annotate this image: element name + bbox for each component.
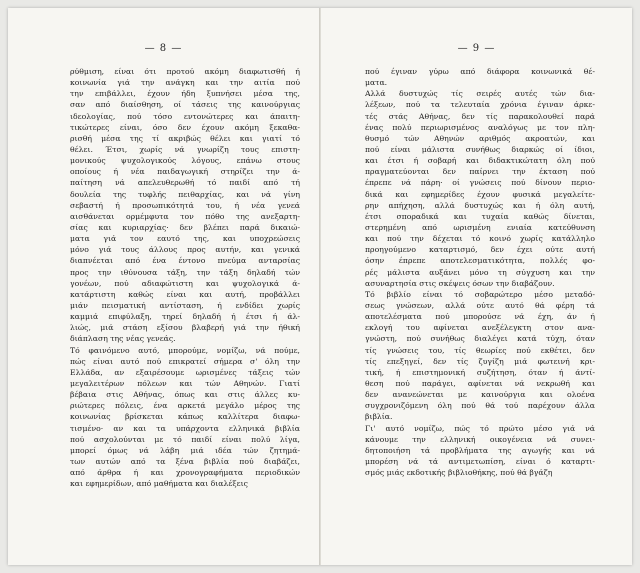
text-line: τίς γνώσεις του, τίς θεωρίες πού εκθέτει, δεν xyxy=(365,345,595,355)
text-line: ριώτερες πόλεις, ένα αρκετά μεγάλο μέρος της xyxy=(70,401,300,411)
page-number: — 8 — xyxy=(144,43,183,54)
text-line: δουλεία της τυφλής πειθαρχίας, και νά γίνη xyxy=(70,189,300,199)
text-line: και πού την δέχεται τό κοινό χωρίς κατάλληλο xyxy=(365,234,595,244)
text-line: τικώτερες είναι, όσο δεν έχουν ακόμη ξεκαθα- xyxy=(70,122,300,132)
text-line: δικά και εφημερίδες έχουν φυσικά μεγαλείτε- xyxy=(365,189,595,199)
text-line: ιδεολογίας, πού τόσο εντονώτερες και άπαιτη- xyxy=(70,111,300,121)
text-line: έπρεπε νά πάρη· οί γνώσεις πού δίνουν περιο- xyxy=(365,178,595,188)
text-line: και έτσι ή σοβαρή και διδακτικώτατη όλη πού xyxy=(365,156,595,166)
text-line: ρην απήχηση, αλλά δυστυχώς και ή όλη αυτή, xyxy=(365,200,595,210)
text-line: μπορεί όμως νά λάβη μιά ιδέα τών ζητημά- xyxy=(70,445,300,455)
book-spread xyxy=(8,8,632,565)
text-line: λέξεων, πού τα τελευταία χρόνια έγιναν άρκε- xyxy=(365,100,595,110)
text-line: τισμένο· αν και τα υπάρχοντα ελληνικά βιβλία xyxy=(70,423,300,433)
right-page xyxy=(320,8,632,565)
text-line: παίτηση νά απελευθερωθή τό παιδί από τή xyxy=(70,178,300,188)
text-line: μεγαλειτέρων πόλεων και τών Αθηνών. Γιατί xyxy=(70,378,300,388)
text-line: τίς επεξηγεί, δεν τίς ζυγίζη μιά φωτεινή κρι- xyxy=(365,356,595,366)
text-line: δητοποιήση τά προβλήματα της αγωγής και νά xyxy=(365,445,595,455)
text-line: ρύθμιση, είναι ότι προτού ακόμη διαφωτισθή ή xyxy=(70,67,300,76)
text-line: κατάρτιστη καθώς είναι και αυτή, προβάλλει xyxy=(70,289,300,299)
text-line: διάπλαση της νέας γενεάς. xyxy=(70,334,176,344)
text-line: πού είναι μάλιστα συνήθως διαρκώς οί ίδιοι, xyxy=(365,144,595,154)
text-line: προηγούμενο καταρτισμό, δεν έχει ούτε αυτή xyxy=(365,245,595,255)
text-line: σμός μιάς εκδοτικής βιβλιοθήκης, πού θά βγάζη xyxy=(365,468,553,478)
text-line: ρές μάλιστα αυξάνει μόνο τη σύγχυση και την xyxy=(365,267,595,277)
text-line: βιβλία. xyxy=(365,412,393,422)
text-line: γνώστη, πού συνήθως διαλέγει κατά τύχη, όταν xyxy=(365,334,595,344)
text-line: ασυναρτησία στις σκέψεις όσων την διαβάζουν. xyxy=(365,278,555,288)
text-line: έτσι σποραδικά και τυχαία καθώς δίνεται, xyxy=(365,211,595,221)
text-line: προς την ιθύνουσα τάξη, την τάξη δηλαδή τών xyxy=(70,267,300,277)
text-line: ματα γιά τον εαυτό της, και υποχρεώσεις xyxy=(70,234,300,244)
text-line: τές στάς Αθήνας, δεν τίς παρακολουθεί παρά xyxy=(365,111,595,121)
text-line: πραγματεύονται δεν παίρνει την έκταση πού xyxy=(365,167,595,177)
text-line: ματα. xyxy=(365,78,388,88)
text-line: κοινωνίας βρίσκεται κάπως καλλίτερα διαφω- xyxy=(70,412,300,422)
text-line: Τό φαινόμενο αυτό, μπορούμε, νομίζω, νά πούμε, xyxy=(70,345,300,355)
text-line: μιάν πεισματική αντίσταση, ή ενδίδει χωρίς xyxy=(70,300,300,310)
text-line: σεως γνώσεων, αλλά ούτε αυτό θά φέρη τά xyxy=(365,300,595,310)
text-line: δεν ανανεώνεται με καινούργια και ολοένα xyxy=(365,390,595,400)
text-line: καμμιά επιφύλαξη, τηρεί δηλαδή ή έτσι ή άλ- xyxy=(70,312,300,322)
text-line: μόνο γιά τους άλλους προς αυτήν, και γενικά xyxy=(70,245,300,255)
page-body-text xyxy=(70,66,300,489)
text-line: μονικούς ψυχολογικούς λόγους, επάνω στους xyxy=(70,156,300,166)
text-line: των αυτών από τα ξένα βιβλία πού διαβάζει, xyxy=(70,456,300,466)
text-line: από άρθρα ή και χρονογραφήματα περιοδικών xyxy=(70,468,300,478)
text-line: μπορέση νά τά αντιμετωπίση, είναι ό καταρτι- xyxy=(365,456,595,466)
page-number: — 9 — xyxy=(457,43,496,54)
text-line: θυσμό τών Αθηνών αριθμός ακροατών, και xyxy=(365,133,595,143)
text-line: Αλλά δυστυχώς τίς σειρές αυτές τών δια- xyxy=(365,89,595,99)
text-line: σίας και κυριαρχίας· δεν βλέπει παρά δικαιώ- xyxy=(70,222,300,232)
text-line: σαν από διαίσθηση, οί τάσεις της καινούργιας xyxy=(70,100,300,110)
page-body-text xyxy=(365,66,595,478)
left-page xyxy=(8,8,320,565)
text-line: σεβαστή ή προσωπικότητά του, ή νέα γενεά xyxy=(70,200,300,210)
text-line: ένας πολύ περιωρισμένος αναλόγως με τον πλη- xyxy=(365,122,595,132)
text-line: πώς είναι αυτό πού επικρατεί σήμερα σ' όλη την xyxy=(70,356,300,366)
text-line: διαπνέεται από ένα έντονο πνεύμα ανταρσίας xyxy=(70,256,300,266)
text-line: λιώς, μιά στάση εξίσου βλαβερή γιά την ήθική xyxy=(70,323,300,333)
text-line: οποίους ή νέα παιδαγωγική στηρίζει την ά- xyxy=(70,167,300,177)
text-line: βέβαια στις Αθήνας, όπως και στις άλλες κυ- xyxy=(70,390,300,400)
text-line: αποτελέσματα πού μπορούσε νά έχη, άν ή xyxy=(365,312,595,322)
text-line: κάνουμε την ελληνική οικογένεια νά συνει- xyxy=(365,434,595,444)
text-line: γονέων, πού αδιαφώτιστη και ψυχολογικά ά- xyxy=(70,278,300,288)
text-line: πού ασχολούνται με τό παιδί είναι πολύ λίγα, xyxy=(70,434,300,444)
text-line: την επιβάλλει, έχουν ήδη ξυπνήσει μέσα της, xyxy=(70,89,300,99)
text-line: πού έγιναν γύρω από διάφορα κοινωνικά θέ- xyxy=(365,67,595,76)
text-line: τική, ή επιστημονική συζήτηση, όταν ή άντί- xyxy=(365,367,595,377)
text-line: στερημένη από ωρισμένη ενιαία κατεύθυνση xyxy=(365,222,595,232)
text-line: ρισθή μέσα της τί ακριβώς θέλει και γιατί τό xyxy=(70,133,300,143)
text-line: θέλει. Έτσι, χωρίς νά γνωρίζη τους επιστη- xyxy=(70,144,300,154)
text-line: κοινωνία γιά την ανάγκη και την αιτία πού xyxy=(70,78,300,88)
text-line: Ελλάδα, αν εξαιρέσουμε ωρισμένες τάξεις τών xyxy=(70,367,300,377)
text-line: θεση πού παράγει, αφίνεται νά νεκρωθή και xyxy=(365,378,595,388)
text-line: Γι' αυτό νομίζω, πώς τό πρώτο μέσο γιά νά xyxy=(365,423,595,433)
text-line: Τό βιβλίο είναι τό σοβαρώτερο μέσο μεταδό- xyxy=(365,289,595,299)
text-line: εκλογή του αφίνεται ανεξέλεγκτη στον ανα- xyxy=(365,323,595,333)
text-line: όσην έπρεπε αποτελεσματικότητα, πολλές φο- xyxy=(365,256,595,266)
text-line: συγχρονιζόμενη όλη πού θά τού παρέχουν άλλα xyxy=(365,401,595,411)
text-line: και εφημερίδων, από μαθήματα και διαλέξεις xyxy=(70,479,248,489)
text-line: αισθάνεται ορμέμφυτα τον πόθο της ανεξαρτη- xyxy=(70,211,300,221)
